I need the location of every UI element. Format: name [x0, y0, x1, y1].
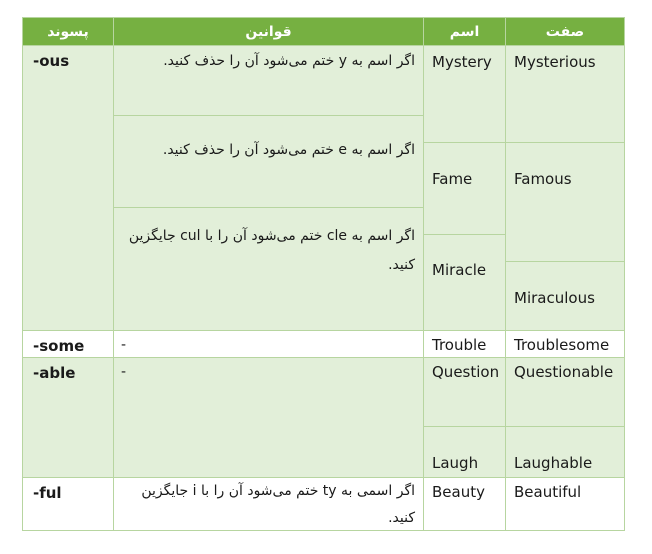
rule-cell: اگر اسم به y ختم می‌شود آن را حذف کنید. — [113, 45, 424, 116]
header-rules: قوانین — [113, 17, 424, 46]
noun-cell: Question — [423, 357, 506, 427]
header-noun: اسم — [423, 17, 506, 46]
noun-cell: Trouble — [423, 330, 506, 358]
suffix-cell-able: -able — [22, 357, 114, 478]
noun-cell: Beauty — [423, 477, 506, 531]
suffix-cell-ful: -ful — [22, 477, 114, 531]
adjective-cell: Miraculous — [505, 261, 625, 331]
header-adjective: صفت — [505, 17, 625, 46]
suffix-cell-ous: -ous — [22, 45, 114, 331]
adjective-cell: Beautiful — [505, 477, 625, 531]
adjective-cell: Mysterious — [505, 45, 625, 143]
rule-cell: - — [113, 330, 424, 358]
adjective-cell: Famous — [505, 142, 625, 262]
noun-cell: Miracle — [423, 234, 506, 331]
adjective-cell: Questionable — [505, 357, 625, 427]
noun-cell: Laugh — [423, 426, 506, 478]
noun-cell: Fame — [423, 142, 506, 235]
header-suffix: پسوند — [22, 17, 114, 46]
noun-cell: Mystery — [423, 45, 506, 143]
suffix-rules-table — [22, 17, 625, 531]
adjective-cell: Troublesome — [505, 330, 625, 358]
rule-cell: اگر اسمی به ty ختم می‌شود آن را با i جایگزین کنید. — [113, 477, 424, 531]
suffix-cell-some: -some — [22, 330, 114, 358]
adjective-cell: Laughable — [505, 426, 625, 478]
rule-cell: - — [113, 357, 424, 478]
rule-cell: اگر اسم به cle ختم می‌شود آن را با cul جایگزین کنید. — [113, 207, 424, 331]
rule-cell: اگر اسم به e ختم می‌شود آن را حذف کنید. — [113, 115, 424, 208]
